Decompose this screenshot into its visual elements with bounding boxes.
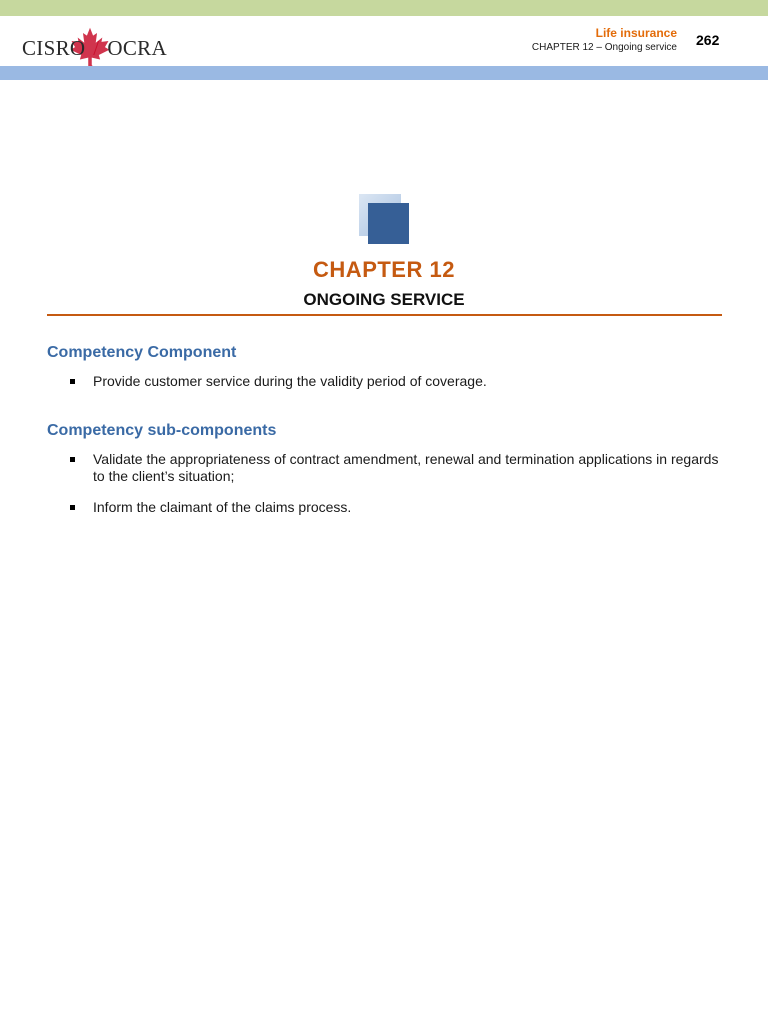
list-item xyxy=(70,373,722,390)
cisro-ocra-logo xyxy=(22,30,167,66)
icon-front-square xyxy=(368,203,409,244)
square-bullet-icon xyxy=(70,379,75,384)
chapter-title: CHAPTER 12 xyxy=(313,257,455,282)
header-meta xyxy=(532,26,677,55)
competency-component-heading: Competency Component xyxy=(47,344,237,361)
list-item xyxy=(70,451,722,485)
list-item-text: Inform the claimant of the claims process. xyxy=(93,499,352,515)
header-blue-band xyxy=(0,66,768,80)
competency-subcomponents-heading: Competency sub-components xyxy=(47,422,277,439)
list-item xyxy=(70,499,722,516)
competency-subcomponents-list xyxy=(70,451,722,530)
logo-text-ocra: OCRA xyxy=(107,36,167,60)
title-divider xyxy=(47,314,722,316)
stacked-squares-icon xyxy=(359,194,411,246)
square-bullet-icon xyxy=(70,505,75,510)
page-header xyxy=(0,16,768,66)
logo-text-cisro: CISRO xyxy=(22,36,86,60)
competency-component-list xyxy=(70,373,722,404)
square-bullet-icon xyxy=(70,457,75,462)
chapter-subtitle: ONGOING SERVICE xyxy=(303,290,465,309)
list-item-text: Validate the appropriateness of contract amendment, renewal and termination applications in regards to the client’s situation; xyxy=(93,451,719,484)
logo-separator: / xyxy=(93,36,100,60)
page-number: 262 xyxy=(696,32,720,48)
header-section-title: Life insurance xyxy=(595,26,677,40)
logo-wordmark xyxy=(22,36,167,61)
header-chapter-reference: CHAPTER 12 – Ongoing service xyxy=(531,42,677,53)
top-green-band xyxy=(0,0,768,16)
list-item-text: Provide customer service during the validity period of coverage. xyxy=(93,373,487,389)
